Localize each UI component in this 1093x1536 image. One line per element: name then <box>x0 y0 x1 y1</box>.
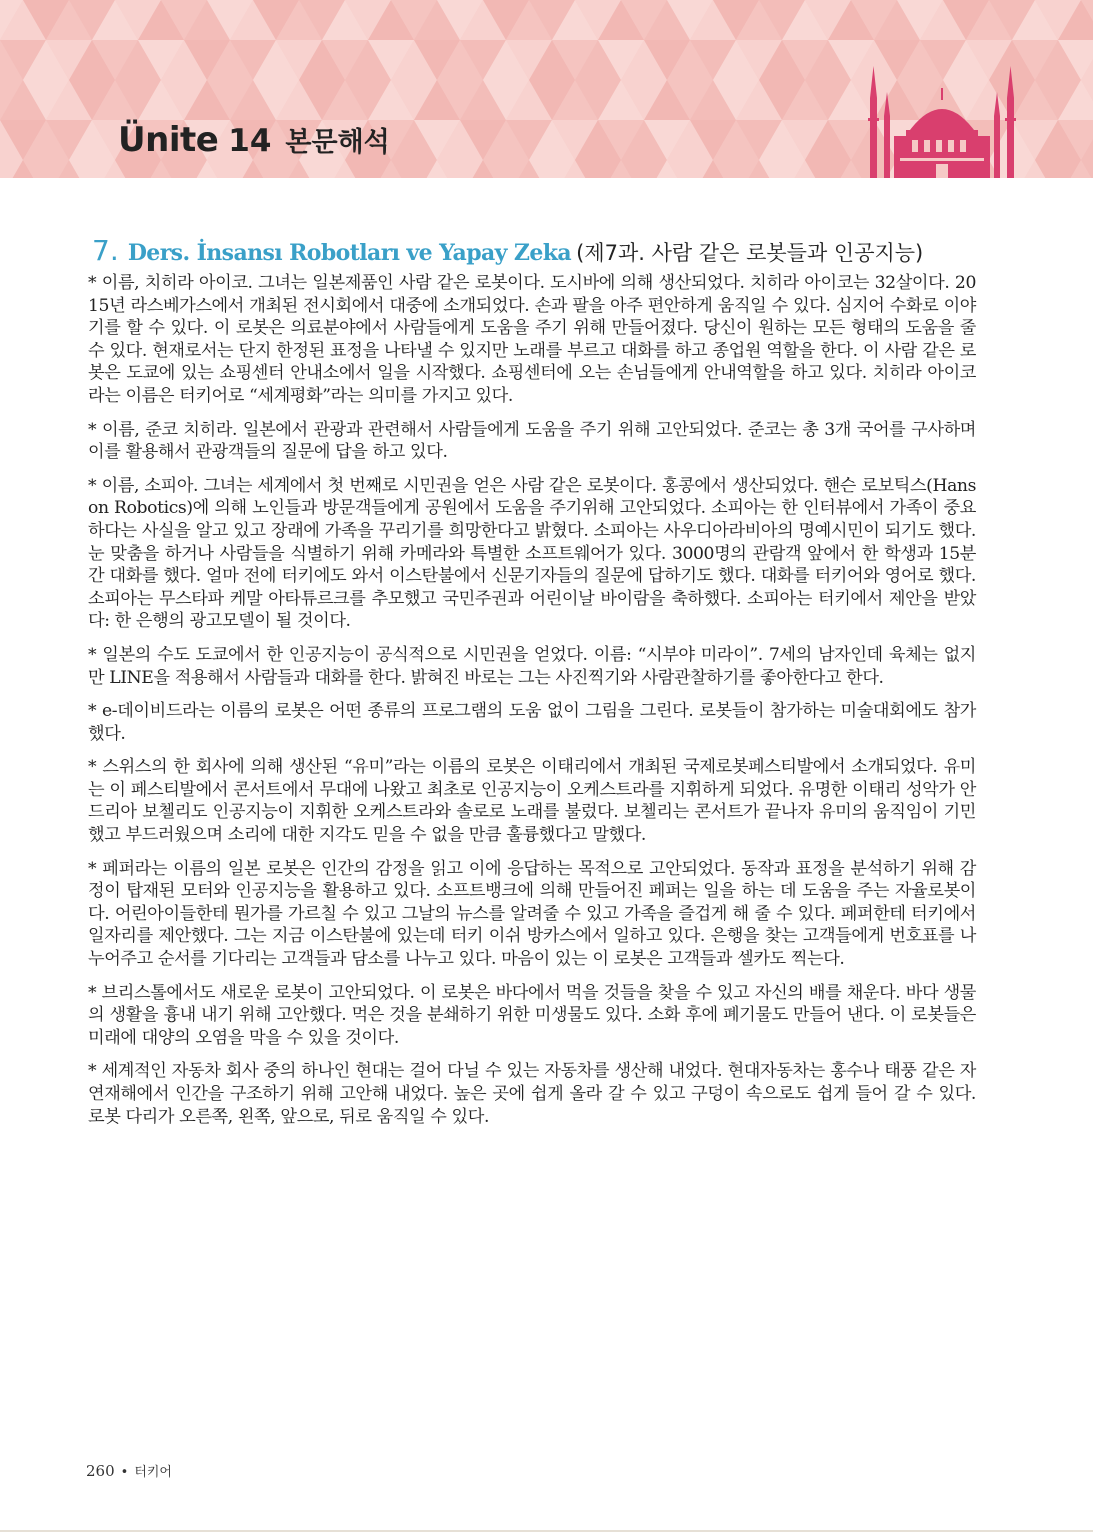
lesson-title <box>92 234 1012 267</box>
footer-separator: • <box>120 1465 129 1480</box>
page-header <box>0 0 1093 178</box>
paragraph: * 일본의 수도 도쿄에서 한 인공지능이 공식적으로 시민권을 얻었다. 이름: “시부야 미라이”. 7세의 남자인데 육체는 없지만 LINE을 적용해서 사람들과 대화를 한다. 밝혀진 바로는 그는 사진찍기와 사람관찰하기를 좋아한다고 한다. <box>88 644 976 688</box>
paragraph: * 이름, 소피아. 그녀는 세계에서 첫 번째로 시민권을 얻은 사람 같은 로봇이다. 홍콩에서 생산되었다. 핸슨 로보틱스(Hanson Robotics)에 의해 노인들과 방문객들에게 공원에서 도움을 주기위해 고안되었다. 소피아는 한 인터뷰에서 가족이 중요하다는 사실을 알고 있고 장래에 가족을 꾸리기를 희망한다고 밝혔다. 소피아는 사우디아라비아의 명예시민이 되기도 했다. 눈 맞춤을 하거나 사람들을 식별하기 위해 카메라와 특별한 소프트웨어가 있다. 3000명의 관람객 앞에서 한 학생과 15분간 대화를 했다. 얼마 전에 터키에도 와서 이스탄불에서 신문기자들의 질문에 답하기도 했다. 대화를 터키어와 영어로 했다. 소피아는 무스타파 케말 아타튜르크를 추모했고 국민주권과 어린이날 바이람을 축하했다. 소피아는 터키에서 제안을 받았다: 한 은행의 광고모델이 될 것이다. <box>88 475 976 632</box>
lesson-subtitle: (제7과. 사람 같은 로봇들과 인공지능) <box>576 241 924 265</box>
paragraph: * 세계적인 자동차 회사 중의 하나인 현대는 걸어 다닐 수 있는 자동차를 생산해 내었다. 현대자동차는 홍수나 태풍 같은 자연재해에서 인간을 구조하기 위해 고안해 내었다. 높은 곳에 쉽게 올라 갈 수 있고 구덩이 속으로도 쉽게 들어 갈 수 있다. 로봇 다리가 오른쪽, 왼쪽, 앞으로, 뒤로 움직일 수 있다. <box>88 1061 976 1127</box>
paragraph: * 브리스톨에서도 새로운 로봇이 고안되었다. 이 로봇은 바다에서 먹을 것들을 찾을 수 있고 자신의 배를 채운다. 바다 생물의 생활을 흉내 내기 위해 고안했다. 먹은 것을 분쇄하기 위한 미생물도 있다. 소화 후에 폐기물도 만들어 낸다. 이 로봇들은 미래에 대양의 오염을 막을 수 있을 것이다. <box>88 982 976 1048</box>
bottom-divider <box>0 1530 1093 1532</box>
paragraph: * 스위스의 한 회사에 의해 생산된 “유미”라는 이름의 로봇은 이태리에서 개최된 국제로봇페스티발에서 소개되었다. 유미는 이 페스티발에서 콘서트에서 무대에 나왔고 최초로 인공지능이 오케스트라를 지휘하게 되었다. 유명한 이태리 성악가 안드리아 보첼리도 인공지능이 지휘한 오케스트라와 솔로로 노래를 불렀다. 보첼리는 콘서트가 끝나자 유미의 움직임이 기민했고 부드러웠으며 소리에 대한 지각도 믿을 수 없을 만큼 훌륭했다고 말했다. <box>88 757 976 846</box>
lesson-title-text: Ders. İnsansı Robotları ve Yapay Zeka <box>127 240 572 266</box>
page-footer <box>86 1461 172 1480</box>
unit-word: Ünite <box>118 120 219 160</box>
lesson-number: 7. <box>92 234 119 267</box>
unit-title <box>118 120 390 160</box>
footer-country: 터키어 <box>134 1465 172 1480</box>
mosque-icon <box>862 58 1022 178</box>
unit-number: 14 <box>228 123 272 159</box>
paragraph: * 이름, 치히라 아이코. 그녀는 일본제품인 사람 같은 로봇이다. 도시바에 의해 생산되었다. 치히라 아이코는 32살이다. 2015년 라스베가스에서 개최된 전시회에서 대중에 소개되었다. 손과 팔을 아주 편안하게 움직일 수 있다. 심지어 수화로 이야기를 할 수 있다. 이 로봇은 의료분야에서 사람들에게 도움을 주기 위해 만들어졌다. 당신이 원하는 모든 형태의 도움을 줄 수 있다. 현재로서는 단지 한정된 표정을 나타낼 수 있지만 노래를 부르고 대화를 하고 종업원 역할을 한다. 이 사람 같은 로봇은 도쿄에 있는 쇼핑센터 안내소에서 일을 시작했다. 쇼핑센터에 오는 손님들에게 안내역할을 하고 있다. 치히라 아이코라는 이름은 터키어로 “세계평화”라는 의미를 가지고 있다. <box>88 273 976 406</box>
page-number: 260 <box>86 1462 115 1480</box>
paragraph: * 이름, 준코 치히라. 일본에서 관광과 관련해서 사람들에게 도움을 주기 위해 고안되었다. 준코는 총 3개 국어를 구사하며 이를 활용해서 관광객들의 질문에 답을 하고 있다. <box>88 419 976 463</box>
paragraph: * 페퍼라는 이름의 일본 로봇은 인간의 감정을 읽고 이에 응답하는 목적으로 고안되었다. 동작과 표정을 분석하기 위해 감정이 탑재된 모터와 인공지능을 활용하고 있다. 소프트뱅크에 의해 만들어진 페퍼는 일을 하는 데 도움을 주는 자율로봇이다. 어린아이들한테 뭔가를 가르칠 수 있고 그날의 뉴스를 알려줄 수 있고 가족을 즐겁게 해 줄 수 있다. 페퍼한테 터키에서 일자리를 제안했다. 그는 지금 이스탄불에 있는데 터키 이쉬 방카스에서 일하고 있다. 은행을 찾는 고객들에게 번호표를 나누어주고 순서를 기다리는 고객들과 담소를 나누고 있다. 마음이 있는 이 로봇은 고객들과 셀카도 찍는다. <box>88 858 976 970</box>
unit-subtitle: 본문해석 <box>285 127 390 158</box>
body-text <box>88 272 976 1139</box>
paragraph: * e-데이비드라는 이름의 로봇은 어떤 종류의 프로그램의 도움 없이 그림을 그린다. 로봇들이 참가하는 미술대회에도 참가했다. <box>88 701 976 744</box>
